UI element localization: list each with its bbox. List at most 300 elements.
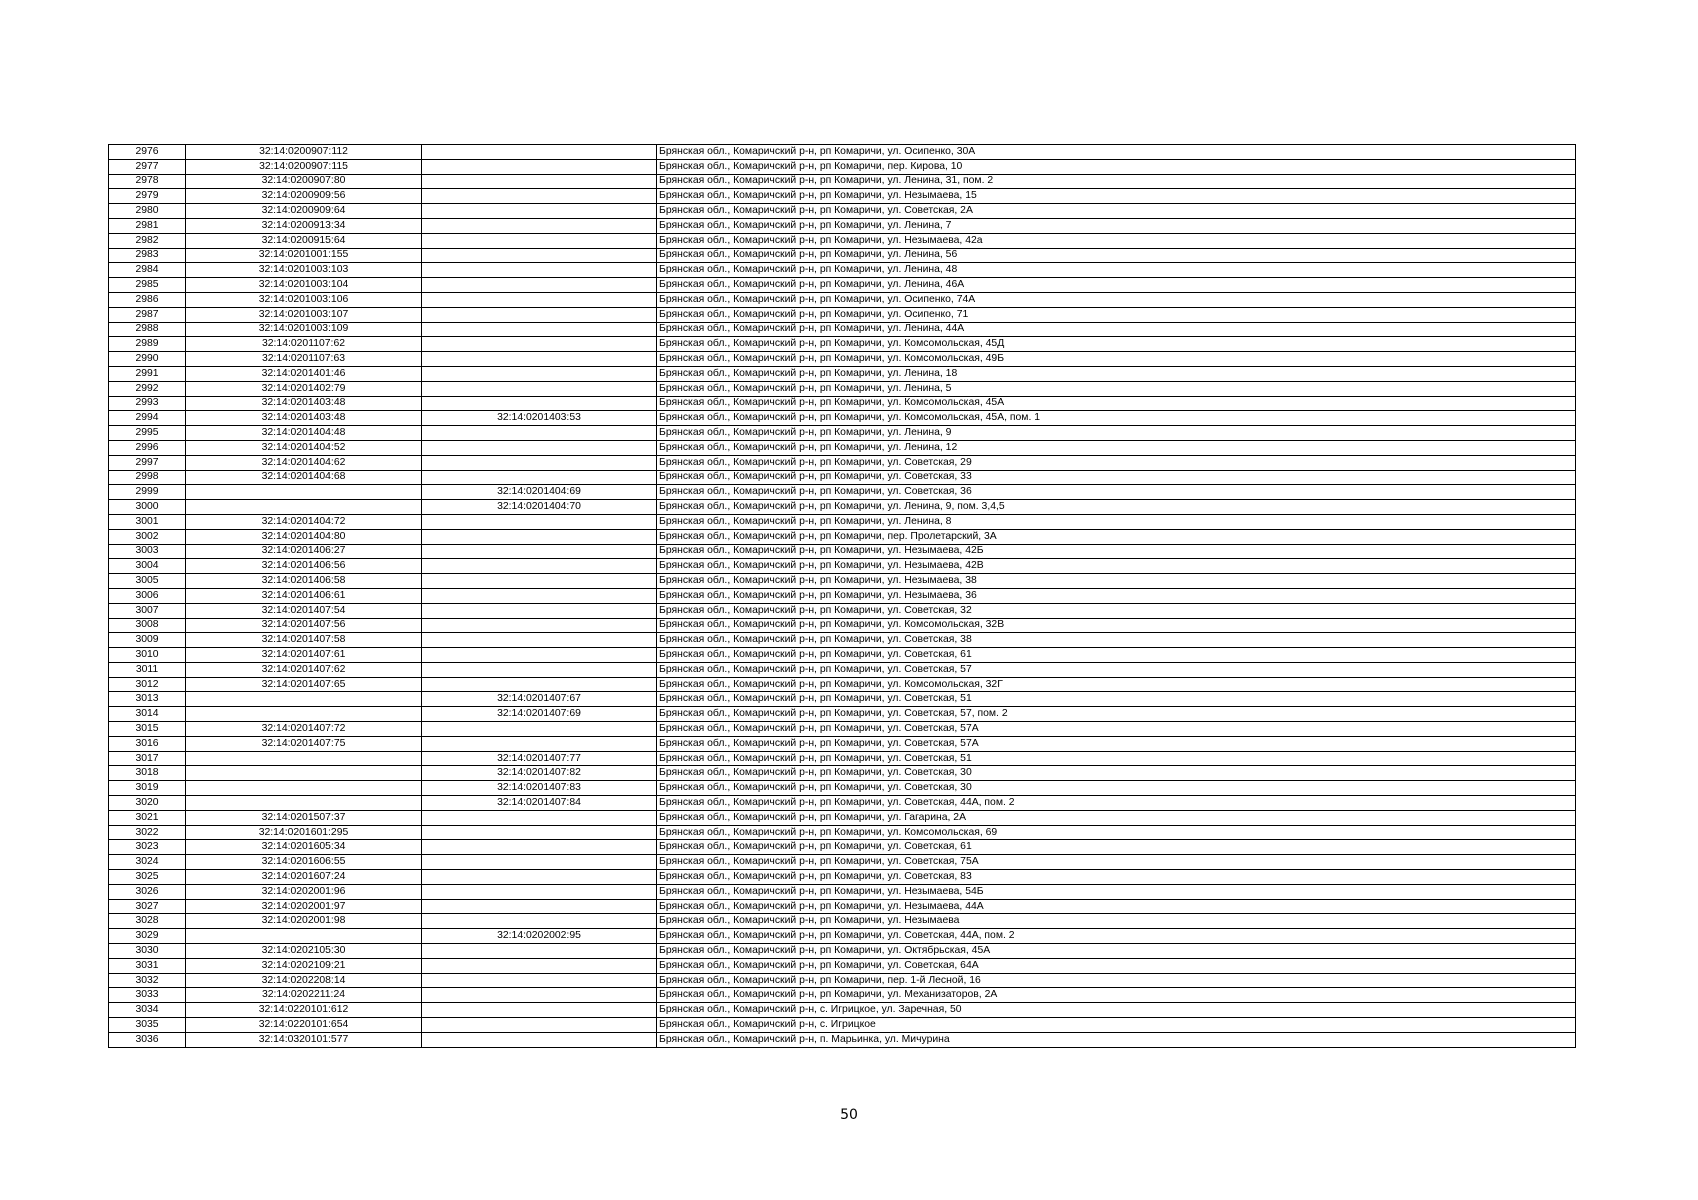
related-cadastral-number-cell <box>422 633 657 648</box>
related-cadastral-number-cell <box>422 440 657 455</box>
related-cadastral-number-cell <box>422 263 657 278</box>
row-number-cell: 3012 <box>109 677 186 692</box>
related-cadastral-number-cell <box>422 648 657 663</box>
row-number-cell: 2979 <box>109 189 186 204</box>
row-number-cell: 3021 <box>109 810 186 825</box>
related-cadastral-number-cell <box>422 174 657 189</box>
property-table <box>108 144 1576 1048</box>
table-row <box>109 411 1576 426</box>
cadastral-number-cell <box>186 485 422 500</box>
row-number-cell: 3033 <box>109 988 186 1003</box>
address-cell: Брянская обл., Комаричский р-н, рп Комаричи, ул. Ленина, 46А <box>657 278 1576 293</box>
related-cadastral-number-cell <box>422 662 657 677</box>
table-row <box>109 145 1576 160</box>
related-cadastral-number-cell <box>422 145 657 160</box>
cadastral-number-cell <box>186 692 422 707</box>
table-row <box>109 1032 1576 1047</box>
table-row <box>109 692 1576 707</box>
row-number-cell: 2991 <box>109 366 186 381</box>
related-cadastral-number-cell <box>422 722 657 737</box>
row-number-cell: 3031 <box>109 958 186 973</box>
row-number-cell: 3035 <box>109 1018 186 1033</box>
related-cadastral-number-cell <box>422 588 657 603</box>
related-cadastral-number-cell <box>422 204 657 219</box>
table-row <box>109 929 1576 944</box>
table-row <box>109 440 1576 455</box>
row-number-cell: 3029 <box>109 929 186 944</box>
table-row <box>109 278 1576 293</box>
address-cell: Брянская обл., Комаричский р-н, рп Комаричи, ул. Ленина, 18 <box>657 366 1576 381</box>
cadastral-number-cell: 32:14:0201407:58 <box>186 633 422 648</box>
address-cell: Брянская обл., Комаричский р-н, рп Комаричи, ул. Октябрьская, 45А <box>657 944 1576 959</box>
row-number-cell: 3028 <box>109 914 186 929</box>
address-cell: Брянская обл., Комаричский р-н, рп Комаричи, ул. Комсомольская, 32В <box>657 618 1576 633</box>
address-cell: Брянская обл., Комаричский р-н, рп Комаричи, ул. Ленина, 56 <box>657 248 1576 263</box>
cadastral-number-cell: 32:14:0201403:48 <box>186 411 422 426</box>
table-row <box>109 633 1576 648</box>
address-cell: Брянская обл., Комаричский р-н, рп Комаричи, ул. Советская, 2А <box>657 204 1576 219</box>
address-cell: Брянская обл., Комаричский р-н, рп Комаричи, ул. Ленина, 44А <box>657 322 1576 337</box>
row-number-cell: 2989 <box>109 337 186 352</box>
related-cadastral-number-cell <box>422 381 657 396</box>
row-number-cell: 2983 <box>109 248 186 263</box>
row-number-cell: 3036 <box>109 1032 186 1047</box>
address-cell: Брянская обл., Комаричский р-н, рп Комаричи, ул. Ленина, 48 <box>657 263 1576 278</box>
table-row <box>109 337 1576 352</box>
address-cell: Брянская обл., Комаричский р-н, рп Комаричи, ул. Советская, 30 <box>657 766 1576 781</box>
row-number-cell: 3024 <box>109 855 186 870</box>
cadastral-number-cell: 32:14:0200909:64 <box>186 204 422 219</box>
related-cadastral-number-cell: 32:14:0201407:69 <box>422 707 657 722</box>
related-cadastral-number-cell <box>422 233 657 248</box>
cadastral-number-cell: 32:14:0200909:56 <box>186 189 422 204</box>
address-cell: Брянская обл., Комаричский р-н, рп Комаричи, ул. Незымаева, 42В <box>657 559 1576 574</box>
related-cadastral-number-cell <box>422 825 657 840</box>
related-cadastral-number-cell <box>422 899 657 914</box>
related-cadastral-number-cell <box>422 988 657 1003</box>
address-cell: Брянская обл., Комаричский р-н, рп Комаричи, ул. Незымаева, 15 <box>657 189 1576 204</box>
row-number-cell: 2995 <box>109 426 186 441</box>
table-row <box>109 366 1576 381</box>
table-row <box>109 751 1576 766</box>
related-cadastral-number-cell <box>422 677 657 692</box>
cadastral-number-cell: 32:14:0202211:24 <box>186 988 422 1003</box>
related-cadastral-number-cell <box>422 292 657 307</box>
table-row <box>109 855 1576 870</box>
table-row <box>109 781 1576 796</box>
related-cadastral-number-cell <box>422 1032 657 1047</box>
table-row <box>109 958 1576 973</box>
cadastral-number-cell: 32:14:0320101:577 <box>186 1032 422 1047</box>
related-cadastral-number-cell <box>422 322 657 337</box>
related-cadastral-number-cell <box>422 574 657 589</box>
cadastral-number-cell: 32:14:0202001:96 <box>186 884 422 899</box>
address-cell: Брянская обл., Комаричский р-н, рп Комаричи, ул. Ленина, 12 <box>657 440 1576 455</box>
address-cell: Брянская обл., Комаричский р-н, рп Комаричи, ул. Советская, 51 <box>657 692 1576 707</box>
related-cadastral-number-cell <box>422 559 657 574</box>
table-row <box>109 944 1576 959</box>
address-cell: Брянская обл., Комаричский р-н, рп Комаричи, ул. Советская, 44А, пом. 2 <box>657 929 1576 944</box>
related-cadastral-number-cell <box>422 366 657 381</box>
related-cadastral-number-cell <box>422 470 657 485</box>
related-cadastral-number-cell <box>422 514 657 529</box>
row-number-cell: 2986 <box>109 292 186 307</box>
row-number-cell: 3005 <box>109 574 186 589</box>
row-number-cell: 3000 <box>109 500 186 515</box>
cadastral-number-cell: 32:14:0220101:612 <box>186 1003 422 1018</box>
cadastral-number-cell: 32:14:0201001:155 <box>186 248 422 263</box>
table-row <box>109 618 1576 633</box>
table-row <box>109 455 1576 470</box>
table-row <box>109 648 1576 663</box>
table-row <box>109 988 1576 1003</box>
row-number-cell: 2984 <box>109 263 186 278</box>
table-row <box>109 707 1576 722</box>
row-number-cell: 3006 <box>109 588 186 603</box>
related-cadastral-number-cell <box>422 189 657 204</box>
table-row <box>109 603 1576 618</box>
address-cell: Брянская обл., Комаричский р-н, рп Комаричи, ул. Советская, 83 <box>657 870 1576 885</box>
table-row <box>109 174 1576 189</box>
cadastral-number-cell: 32:14:0201407:72 <box>186 722 422 737</box>
table-row <box>109 396 1576 411</box>
table-row <box>109 485 1576 500</box>
cadastral-number-cell: 32:14:0201406:61 <box>186 588 422 603</box>
table-row <box>109 352 1576 367</box>
related-cadastral-number-cell <box>422 396 657 411</box>
cadastral-number-cell <box>186 796 422 811</box>
address-cell: Брянская обл., Комаричский р-н, рп Комаричи, пер. Кирова, 10 <box>657 159 1576 174</box>
related-cadastral-number-cell <box>422 840 657 855</box>
address-cell: Брянская обл., Комаричский р-н, рп Комаричи, ул. Осипенко, 74А <box>657 292 1576 307</box>
row-number-cell: 2985 <box>109 278 186 293</box>
table-row <box>109 544 1576 559</box>
table-row <box>109 884 1576 899</box>
related-cadastral-number-cell <box>422 810 657 825</box>
table-row <box>109 766 1576 781</box>
table-row <box>109 500 1576 515</box>
row-number-cell: 3010 <box>109 648 186 663</box>
cadastral-number-cell: 32:14:0201404:68 <box>186 470 422 485</box>
row-number-cell: 2977 <box>109 159 186 174</box>
cadastral-number-cell: 32:14:0201607:24 <box>186 870 422 885</box>
table-row <box>109 470 1576 485</box>
address-cell: Брянская обл., Комаричский р-н, рп Комаричи, ул. Осипенко, 30А <box>657 145 1576 160</box>
row-number-cell: 2994 <box>109 411 186 426</box>
address-cell: Брянская обл., Комаричский р-н, рп Комаричи, ул. Советская, 61 <box>657 648 1576 663</box>
related-cadastral-number-cell <box>422 352 657 367</box>
related-cadastral-number-cell <box>422 973 657 988</box>
table-row <box>109 870 1576 885</box>
cadastral-number-cell: 32:14:0201107:62 <box>186 337 422 352</box>
related-cadastral-number-cell <box>422 870 657 885</box>
table-row <box>109 840 1576 855</box>
row-number-cell: 3026 <box>109 884 186 899</box>
address-cell: Брянская обл., Комаричский р-н, рп Комаричи, ул. Комсомольская, 49Б <box>657 352 1576 367</box>
table-row <box>109 307 1576 322</box>
related-cadastral-number-cell <box>422 529 657 544</box>
row-number-cell: 2999 <box>109 485 186 500</box>
table-row <box>109 1003 1576 1018</box>
cadastral-number-cell <box>186 500 422 515</box>
table-row <box>109 810 1576 825</box>
row-number-cell: 3015 <box>109 722 186 737</box>
row-number-cell: 3020 <box>109 796 186 811</box>
related-cadastral-number-cell <box>422 455 657 470</box>
row-number-cell: 3018 <box>109 766 186 781</box>
row-number-cell: 3009 <box>109 633 186 648</box>
property-table-body <box>109 145 1576 1048</box>
related-cadastral-number-cell: 32:14:0201407:77 <box>422 751 657 766</box>
cadastral-number-cell: 32:14:0201606:55 <box>186 855 422 870</box>
address-cell: Брянская обл., Комаричский р-н, рп Комаричи, ул. Советская, 29 <box>657 455 1576 470</box>
table-row <box>109 263 1576 278</box>
address-cell: Брянская обл., Комаричский р-н, рп Комаричи, ул. Незымаева, 44А <box>657 899 1576 914</box>
table-row <box>109 559 1576 574</box>
address-cell: Брянская обл., Комаричский р-н, рп Комаричи, ул. Комсомольская, 32Г <box>657 677 1576 692</box>
cadastral-number-cell: 32:14:0201407:61 <box>186 648 422 663</box>
table-row <box>109 574 1576 589</box>
related-cadastral-number-cell <box>422 337 657 352</box>
address-cell: Брянская обл., Комаричский р-н, рп Комаричи, ул. Комсомольская, 45Д <box>657 337 1576 352</box>
address-cell: Брянская обл., Комаричский р-н, рп Комаричи, ул. Советская, 57, пом. 2 <box>657 707 1576 722</box>
cadastral-number-cell <box>186 929 422 944</box>
cadastral-number-cell: 32:14:0201003:104 <box>186 278 422 293</box>
row-number-cell: 2996 <box>109 440 186 455</box>
address-cell: Брянская обл., Комаричский р-н, рп Комаричи, ул. Комсомольская, 45А <box>657 396 1576 411</box>
address-cell: Брянская обл., Комаричский р-н, рп Комаричи, ул. Советская, 30 <box>657 781 1576 796</box>
cadastral-number-cell: 32:14:0201003:109 <box>186 322 422 337</box>
row-number-cell: 3019 <box>109 781 186 796</box>
address-cell: Брянская обл., Комаричский р-н, рп Комаричи, ул. Гагарина, 2А <box>657 810 1576 825</box>
address-cell: Брянская обл., Комаричский р-н, рп Комаричи, ул. Ленина, 9, пом. 3,4,5 <box>657 500 1576 515</box>
address-cell: Брянская обл., Комаричский р-н, рп Комаричи, ул. Незымаева, 42Б <box>657 544 1576 559</box>
address-cell: Брянская обл., Комаричский р-н, с. Игрицкое, ул. Заречная, 50 <box>657 1003 1576 1018</box>
address-cell: Брянская обл., Комаричский р-н, рп Комаричи, ул. Комсомольская, 69 <box>657 825 1576 840</box>
table-row <box>109 189 1576 204</box>
cadastral-number-cell: 32:14:0201605:34 <box>186 840 422 855</box>
related-cadastral-number-cell <box>422 307 657 322</box>
cadastral-number-cell: 32:14:0200913:34 <box>186 218 422 233</box>
table-row <box>109 736 1576 751</box>
cadastral-number-cell: 32:14:0201404:72 <box>186 514 422 529</box>
address-cell: Брянская обл., Комаричский р-н, рп Комаричи, ул. Советская, 75А <box>657 855 1576 870</box>
cadastral-number-cell: 32:14:0201404:62 <box>186 455 422 470</box>
cadastral-number-cell <box>186 781 422 796</box>
cadastral-number-cell: 32:14:0202001:97 <box>186 899 422 914</box>
address-cell: Брянская обл., Комаричский р-н, рп Комаричи, ул. Механизаторов, 2А <box>657 988 1576 1003</box>
table-row <box>109 1018 1576 1033</box>
cadastral-number-cell: 32:14:0201407:54 <box>186 603 422 618</box>
row-number-cell: 3002 <box>109 529 186 544</box>
address-cell: Брянская обл., Комаричский р-н, рп Комаричи, ул. Ленина, 31, пом. 2 <box>657 174 1576 189</box>
cadastral-number-cell: 32:14:0200907:112 <box>186 145 422 160</box>
address-cell: Брянская обл., Комаричский р-н, рп Комаричи, ул. Советская, 61 <box>657 840 1576 855</box>
cadastral-number-cell: 32:14:0202105:30 <box>186 944 422 959</box>
table-row <box>109 514 1576 529</box>
page-number: 50 <box>840 1107 858 1123</box>
cadastral-number-cell: 32:14:0201403:48 <box>186 396 422 411</box>
related-cadastral-number-cell: 32:14:0201404:70 <box>422 500 657 515</box>
address-cell: Брянская обл., Комаричский р-н, рп Комаричи, ул. Комсомольская, 45А, пом. 1 <box>657 411 1576 426</box>
row-number-cell: 3016 <box>109 736 186 751</box>
row-number-cell: 2987 <box>109 307 186 322</box>
related-cadastral-number-cell <box>422 426 657 441</box>
cadastral-number-cell: 32:14:0201601:295 <box>186 825 422 840</box>
row-number-cell: 3004 <box>109 559 186 574</box>
row-number-cell: 2976 <box>109 145 186 160</box>
related-cadastral-number-cell <box>422 159 657 174</box>
address-cell: Брянская обл., Комаричский р-н, рп Комаричи, ул. Незымаева, 54Б <box>657 884 1576 899</box>
cadastral-number-cell: 32:14:0201407:75 <box>186 736 422 751</box>
row-number-cell: 3013 <box>109 692 186 707</box>
row-number-cell: 3023 <box>109 840 186 855</box>
cadastral-number-cell: 32:14:0201404:80 <box>186 529 422 544</box>
row-number-cell: 2998 <box>109 470 186 485</box>
related-cadastral-number-cell: 32:14:0201407:67 <box>422 692 657 707</box>
address-cell: Брянская обл., Комаричский р-н, рп Комаричи, ул. Советская, 51 <box>657 751 1576 766</box>
row-number-cell: 3034 <box>109 1003 186 1018</box>
cadastral-number-cell: 32:14:0201003:107 <box>186 307 422 322</box>
row-number-cell: 3017 <box>109 751 186 766</box>
row-number-cell: 2978 <box>109 174 186 189</box>
table-row <box>109 248 1576 263</box>
table-row <box>109 322 1576 337</box>
cadastral-number-cell: 32:14:0201406:58 <box>186 574 422 589</box>
address-cell: Брянская обл., Комаричский р-н, рп Комаричи, ул. Ленина, 5 <box>657 381 1576 396</box>
address-cell: Брянская обл., Комаричский р-н, рп Комаричи, ул. Незымаева, 38 <box>657 574 1576 589</box>
address-cell: Брянская обл., Комаричский р-н, рп Комаричи, ул. Советская, 57А <box>657 722 1576 737</box>
table-row <box>109 825 1576 840</box>
address-cell: Брянская обл., Комаричский р-н, рп Комаричи, ул. Советская, 57 <box>657 662 1576 677</box>
row-number-cell: 2982 <box>109 233 186 248</box>
cadastral-number-cell: 32:14:0202001:98 <box>186 914 422 929</box>
cadastral-number-cell: 32:14:0201507:37 <box>186 810 422 825</box>
table-row <box>109 662 1576 677</box>
address-cell: Брянская обл., Комаричский р-н, рп Комаричи, ул. Советская, 44А, пом. 2 <box>657 796 1576 811</box>
address-cell: Брянская обл., Комаричский р-н, рп Комаричи, ул. Незымаева <box>657 914 1576 929</box>
cadastral-number-cell: 32:14:0201402:79 <box>186 381 422 396</box>
cadastral-number-cell <box>186 751 422 766</box>
related-cadastral-number-cell <box>422 1018 657 1033</box>
table-row <box>109 218 1576 233</box>
table-row <box>109 722 1576 737</box>
table-row <box>109 914 1576 929</box>
row-number-cell: 3022 <box>109 825 186 840</box>
address-cell: Брянская обл., Комаричский р-н, рп Комаричи, ул. Советская, 33 <box>657 470 1576 485</box>
row-number-cell: 3025 <box>109 870 186 885</box>
related-cadastral-number-cell <box>422 603 657 618</box>
address-cell: Брянская обл., Комаричский р-н, рп Комаричи, ул. Советская, 38 <box>657 633 1576 648</box>
table-row <box>109 159 1576 174</box>
row-number-cell: 3007 <box>109 603 186 618</box>
address-cell: Брянская обл., Комаричский р-н, рп Комаричи, пер. Пролетарский, 3А <box>657 529 1576 544</box>
related-cadastral-number-cell: 32:14:0201407:84 <box>422 796 657 811</box>
related-cadastral-number-cell <box>422 544 657 559</box>
related-cadastral-number-cell: 32:14:0201407:83 <box>422 781 657 796</box>
related-cadastral-number-cell: 32:14:0201403:53 <box>422 411 657 426</box>
address-cell: Брянская обл., Комаричский р-н, рп Комаричи, ул. Ленина, 9 <box>657 426 1576 441</box>
row-number-cell: 3008 <box>109 618 186 633</box>
cadastral-number-cell: 32:14:0201401:46 <box>186 366 422 381</box>
cadastral-number-cell: 32:14:0201407:62 <box>186 662 422 677</box>
cadastral-number-cell: 32:14:0201107:63 <box>186 352 422 367</box>
related-cadastral-number-cell: 32:14:0201404:69 <box>422 485 657 500</box>
related-cadastral-number-cell: 32:14:0201407:82 <box>422 766 657 781</box>
table-row <box>109 233 1576 248</box>
table-row <box>109 588 1576 603</box>
related-cadastral-number-cell <box>422 218 657 233</box>
related-cadastral-number-cell <box>422 278 657 293</box>
address-cell: Брянская обл., Комаричский р-н, рп Комаричи, ул. Ленина, 7 <box>657 218 1576 233</box>
address-cell: Брянская обл., Комаричский р-н, рп Комаричи, ул. Незымаева, 42а <box>657 233 1576 248</box>
table-row <box>109 899 1576 914</box>
row-number-cell: 3027 <box>109 899 186 914</box>
row-number-cell: 2992 <box>109 381 186 396</box>
row-number-cell: 2981 <box>109 218 186 233</box>
address-cell: Брянская обл., Комаричский р-н, рп Комаричи, ул. Советская, 32 <box>657 603 1576 618</box>
related-cadastral-number-cell <box>422 855 657 870</box>
related-cadastral-number-cell <box>422 1003 657 1018</box>
row-number-cell: 3014 <box>109 707 186 722</box>
address-cell: Брянская обл., Комаричский р-н, рп Комаричи, ул. Ленина, 8 <box>657 514 1576 529</box>
cadastral-number-cell: 32:14:0201407:65 <box>186 677 422 692</box>
related-cadastral-number-cell <box>422 248 657 263</box>
row-number-cell: 2997 <box>109 455 186 470</box>
row-number-cell: 3032 <box>109 973 186 988</box>
table-row <box>109 381 1576 396</box>
cadastral-number-cell: 32:14:0201404:48 <box>186 426 422 441</box>
address-cell: Брянская обл., Комаричский р-н, рп Комаричи, ул. Советская, 57А <box>657 736 1576 751</box>
related-cadastral-number-cell: 32:14:0202002:95 <box>422 929 657 944</box>
cadastral-number-cell: 32:14:0202109:21 <box>186 958 422 973</box>
related-cadastral-number-cell <box>422 914 657 929</box>
table-row <box>109 292 1576 307</box>
table-row <box>109 796 1576 811</box>
row-number-cell: 2988 <box>109 322 186 337</box>
address-cell: Брянская обл., Комаричский р-н, рп Комаричи, пер. 1-й Лесной, 16 <box>657 973 1576 988</box>
related-cadastral-number-cell <box>422 958 657 973</box>
related-cadastral-number-cell <box>422 618 657 633</box>
cadastral-number-cell: 32:14:0200907:115 <box>186 159 422 174</box>
cadastral-number-cell <box>186 766 422 781</box>
table-row <box>109 677 1576 692</box>
address-cell: Брянская обл., Комаричский р-н, с. Игрицкое <box>657 1018 1576 1033</box>
row-number-cell: 2980 <box>109 204 186 219</box>
cadastral-number-cell: 32:14:0201406:27 <box>186 544 422 559</box>
address-cell: Брянская обл., Комаричский р-н, рп Комаричи, ул. Советская, 64А <box>657 958 1576 973</box>
row-number-cell: 3001 <box>109 514 186 529</box>
address-cell: Брянская обл., Комаричский р-н, рп Комаричи, ул. Советская, 36 <box>657 485 1576 500</box>
table-row <box>109 204 1576 219</box>
cadastral-number-cell: 32:14:0201407:56 <box>186 618 422 633</box>
address-cell: Брянская обл., Комаричский р-н, рп Комаричи, ул. Осипенко, 71 <box>657 307 1576 322</box>
cadastral-number-cell: 32:14:0200915:64 <box>186 233 422 248</box>
cadastral-number-cell: 32:14:0201404:52 <box>186 440 422 455</box>
table-row <box>109 426 1576 441</box>
related-cadastral-number-cell <box>422 944 657 959</box>
related-cadastral-number-cell <box>422 736 657 751</box>
cadastral-number-cell: 32:14:0200907:80 <box>186 174 422 189</box>
cadastral-number-cell: 32:14:0201406:56 <box>186 559 422 574</box>
address-cell: Брянская обл., Комаричский р-н, рп Комаричи, ул. Незымаева, 36 <box>657 588 1576 603</box>
row-number-cell: 3030 <box>109 944 186 959</box>
address-cell: Брянская обл., Комаричский р-н, п. Марьинка, ул. Мичурина <box>657 1032 1576 1047</box>
cadastral-number-cell <box>186 707 422 722</box>
row-number-cell: 3003 <box>109 544 186 559</box>
related-cadastral-number-cell <box>422 884 657 899</box>
cadastral-number-cell: 32:14:0202208:14 <box>186 973 422 988</box>
